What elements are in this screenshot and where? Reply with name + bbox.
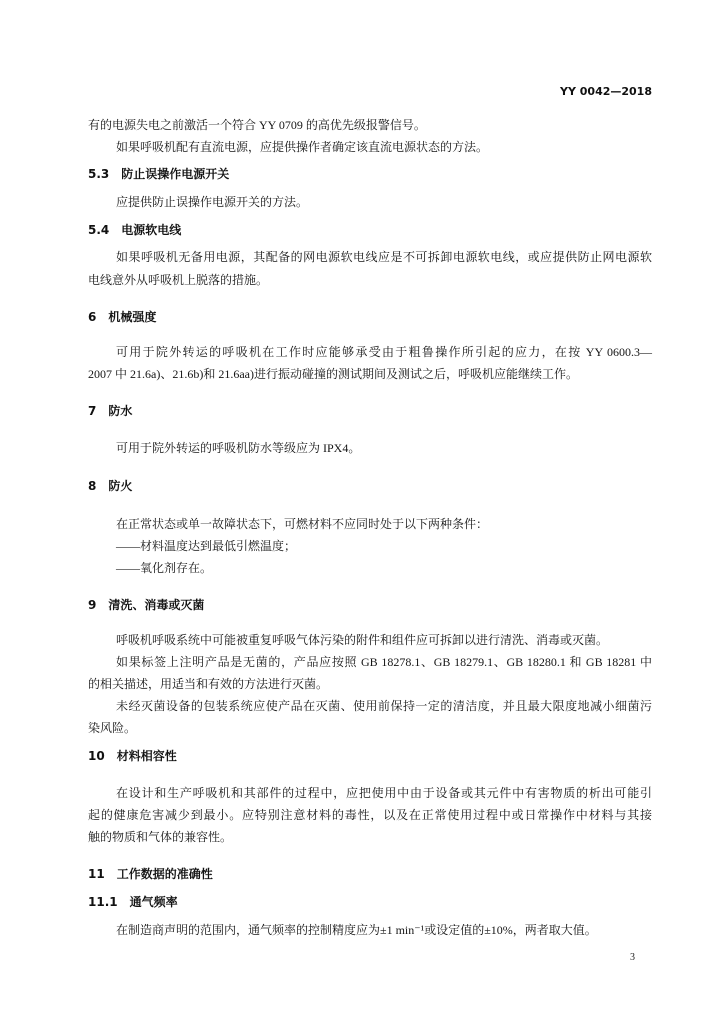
- paragraph-line: 的相关描述，用适当和有效的方法进行灭菌。: [88, 677, 329, 691]
- section-number: 5.3: [88, 167, 110, 181]
- section-title: 防水: [108, 404, 133, 418]
- list-item: ——材料温度达到最低引燃温度；: [116, 539, 297, 553]
- paragraph-line: 染风险。: [88, 721, 137, 735]
- paragraph-line: 如果标签上注明产品是无菌的，产品应按照 GB 18278.1、GB 18279.1、GB 18280.1 和 GB 18281 中: [116, 655, 652, 669]
- section-number: 10: [88, 749, 105, 763]
- section-heading-7: [88, 403, 132, 419]
- paragraph-line: 未经灭菌设备的包装系统应使产品在灭菌、使用前保持一定的清洁度，并且最大限度地减小细菌污: [116, 699, 652, 713]
- section-number: 8: [88, 479, 97, 493]
- paragraph-line: 呼吸机呼吸系统中可能被重复呼吸气体污染的附件和组件应可拆卸以进行清洗、消毒或灭菌。: [116, 633, 609, 647]
- paragraph-line: 在设计和生产呼吸机和其部件的过程中，应把使用中由于设备或其元件中有害物质的析出可能引: [116, 786, 652, 800]
- section-number: 11: [88, 867, 105, 881]
- section-number: 9: [88, 598, 97, 612]
- section-heading-10: [88, 748, 177, 764]
- section-title: 通气频率: [129, 895, 178, 909]
- section-heading-11: [88, 866, 213, 882]
- list-item: ——氧化剂存在。: [116, 561, 213, 575]
- section-heading-9: [88, 597, 204, 613]
- paragraph-line: 如果呼吸机配有直流电源，应提供操作者确定该直流电源状态的方法。: [116, 140, 489, 154]
- section-title: 工作数据的准确性: [116, 867, 213, 881]
- section-title: 防火: [108, 479, 133, 493]
- page-number: 3: [630, 952, 635, 963]
- section-number: 11.1: [88, 895, 118, 909]
- section-heading-11-1: [88, 894, 178, 910]
- paragraph-line: 有的电源失电之前激活一个符合 YY 0709 的高优先级报警信号。: [88, 118, 426, 132]
- section-title: 清洗、消毒或灭菌: [108, 598, 205, 612]
- paragraph-line: 可用于院外转运的呼吸机防水等级应为 IPX4。: [116, 441, 361, 455]
- section-heading-6: [88, 309, 156, 325]
- section-heading-5-3: [88, 166, 229, 182]
- section-number: 7: [88, 404, 97, 418]
- paragraph-line: 如果呼吸机无备用电源，其配备的网电源软电线应是不可拆卸电源软电线，或应提供防止网电源软: [116, 250, 652, 264]
- section-heading-5-4: [88, 222, 181, 238]
- section-title: 防止误操作电源开关: [121, 167, 230, 181]
- section-number: 6: [88, 310, 97, 324]
- standard-code-header: YY 0042—2018: [560, 85, 652, 98]
- paragraph-line: 可用于院外转运的呼吸机在工作时应能够承受由于粗鲁操作所引起的应力，在按 YY 0600.3—: [116, 345, 652, 359]
- paragraph-line: 触的物质和气体的兼容性。: [88, 830, 233, 844]
- paragraph-line: 电线意外从呼吸机上脱落的措施。: [88, 273, 269, 287]
- section-heading-8: [88, 478, 132, 494]
- paragraph-line: 应提供防止误操作电源开关的方法。: [116, 195, 309, 209]
- section-title: 机械强度: [108, 310, 157, 324]
- section-number: 5.4: [88, 223, 110, 237]
- paragraph-line: 2007 中 21.6a)、21.6b)和 21.6aa)进行振动碰撞的测试期间及测试之后，呼吸机应能继续工作。: [88, 367, 578, 381]
- paragraph-line: 在制造商声明的范围内，通气频率的控制精度应为±1 min⁻¹或设定值的±10%，两者取大值。: [116, 923, 597, 937]
- section-title: 电源软电线: [121, 223, 182, 237]
- paragraph-line: 在正常状态或单一故障状态下，可燃材料不应同时处于以下两种条件：: [116, 517, 489, 531]
- section-title: 材料相容性: [116, 749, 177, 763]
- paragraph-line: 起的健康危害减少到最小。应特别注意材料的毒性，以及在正常使用过程中或日常操作中材料与其接: [88, 808, 652, 822]
